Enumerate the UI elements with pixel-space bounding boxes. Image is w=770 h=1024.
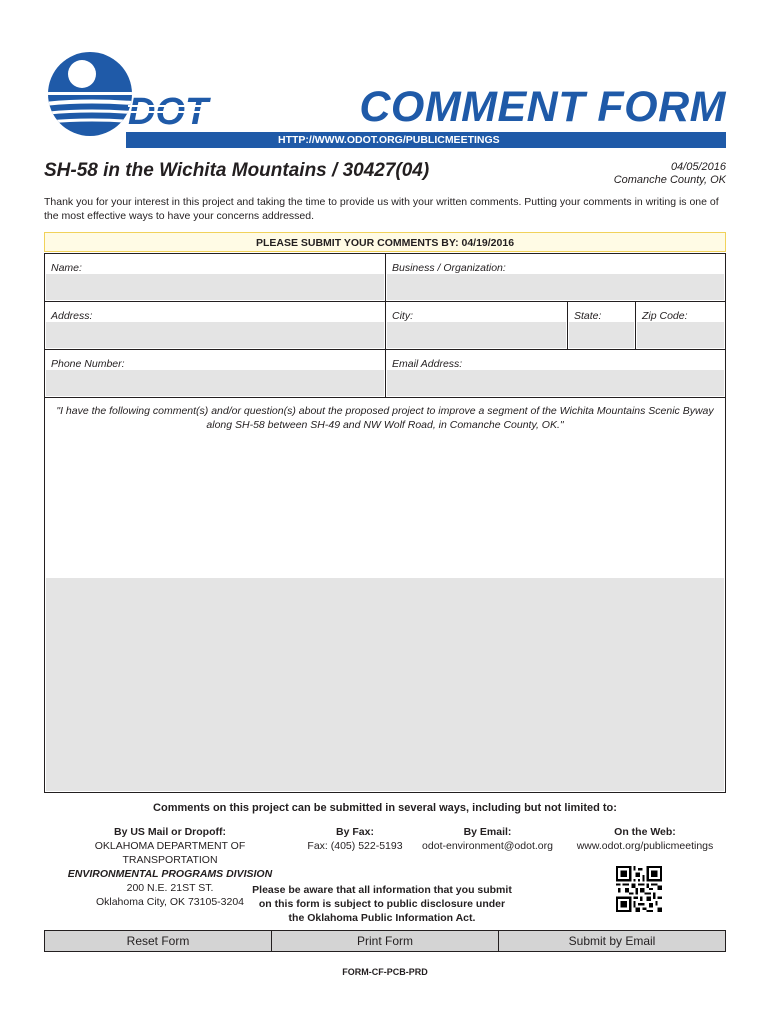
project-location: Comanche County, OK (613, 174, 726, 186)
comment-section (45, 398, 725, 792)
mail-line-1: OKLAHOMA DEPARTMENT OF TRANSPORTATION (94, 840, 246, 866)
email-label: Email Address: (392, 358, 463, 370)
form-row-name (45, 254, 725, 302)
city-field[interactable] (387, 322, 566, 348)
contact-form-grid (44, 253, 726, 793)
web-url: www.odot.org/publicmeetings (576, 840, 714, 852)
print-form-button[interactable]: Print Form (272, 931, 499, 951)
phone-label: Phone Number: (51, 358, 125, 370)
deadline-banner: PLEASE SUBMIT YOUR COMMENTS BY: 04/19/2016 (44, 232, 726, 252)
intro-text: Thank you for your interest in this project and taking the time to provide us with your written comments. Putting your comments in writing is one of the most effective ways to have your concerns addressed. (44, 196, 719, 222)
web-heading: On the Web: (614, 826, 676, 838)
mail-line-4: Oklahoma City, OK 73105-3204 (95, 896, 245, 908)
fax-number: Fax: (405) 522-5193 (307, 840, 403, 852)
email-cell (386, 350, 725, 397)
fax-heading: By Fax: (336, 826, 374, 838)
name-field[interactable] (46, 274, 384, 300)
email-address: odot-environment@odot.org (422, 840, 553, 852)
name-cell (45, 254, 386, 301)
mail-heading: By US Mail or Dropoff: (114, 826, 226, 838)
project-title: SH-58 in the Wichita Mountains / 30427(04) (44, 160, 430, 181)
submit-email-button[interactable]: Submit by Email (499, 931, 725, 951)
address-label: Address: (51, 310, 93, 322)
city-label: City: (392, 310, 413, 322)
project-date: 04/05/2016 (670, 161, 726, 173)
phone-field[interactable] (46, 370, 384, 396)
project-meta (614, 161, 726, 187)
state-label: State: (574, 310, 602, 322)
mail-line-2: ENVIRONMENTAL PROGRAMS DIVISION (67, 868, 273, 880)
business-label: Business / Organization: (392, 262, 506, 274)
submission-heading: Comments on this project can be submitted in several ways, including but not limited to: (153, 802, 617, 814)
business-field[interactable] (387, 274, 724, 300)
form-row-address (45, 302, 725, 350)
email-column (410, 825, 565, 853)
zip-cell (636, 302, 725, 349)
state-field[interactable] (569, 322, 634, 348)
zip-label: Zip Code: (642, 310, 688, 322)
city-cell (386, 302, 568, 349)
form-button-bar (44, 930, 726, 952)
qr-code-icon (616, 866, 662, 912)
mail-line-3: 200 N.E. 21ST ST. (126, 882, 214, 894)
state-cell (568, 302, 636, 349)
fax-column (300, 825, 410, 853)
phone-cell (45, 350, 386, 397)
form-title: COMMENT FORM (359, 83, 726, 131)
comment-textarea[interactable] (46, 578, 724, 791)
comment-prompt: "I have the following comment(s) and/or question(s) about the proposed project to improve a segment of the Wichita Mountains Scenic Byway along SH-58 between SH-49 and NW Wolf Road, in Comanche County, OK." (56, 405, 714, 431)
business-cell (386, 254, 725, 301)
web-column (567, 825, 723, 853)
address-field[interactable] (46, 322, 384, 348)
form-row-phone (45, 350, 725, 398)
reset-form-button[interactable]: Reset Form (45, 931, 272, 951)
email-heading: By Email: (463, 826, 512, 838)
email-field[interactable] (387, 370, 724, 396)
name-label: Name: (51, 262, 82, 274)
form-code: FORM-CF-PCB-PRD (342, 967, 428, 977)
disclosure-notice: Please be aware that all information that you submit on this form is subject to public disclosure under the Oklahoma Public Information Act. (252, 884, 512, 924)
address-cell (45, 302, 386, 349)
meetings-url-bar: HTTP://WWW.ODOT.ORG/PUBLICMEETINGS (126, 132, 726, 148)
zip-field[interactable] (637, 322, 724, 348)
